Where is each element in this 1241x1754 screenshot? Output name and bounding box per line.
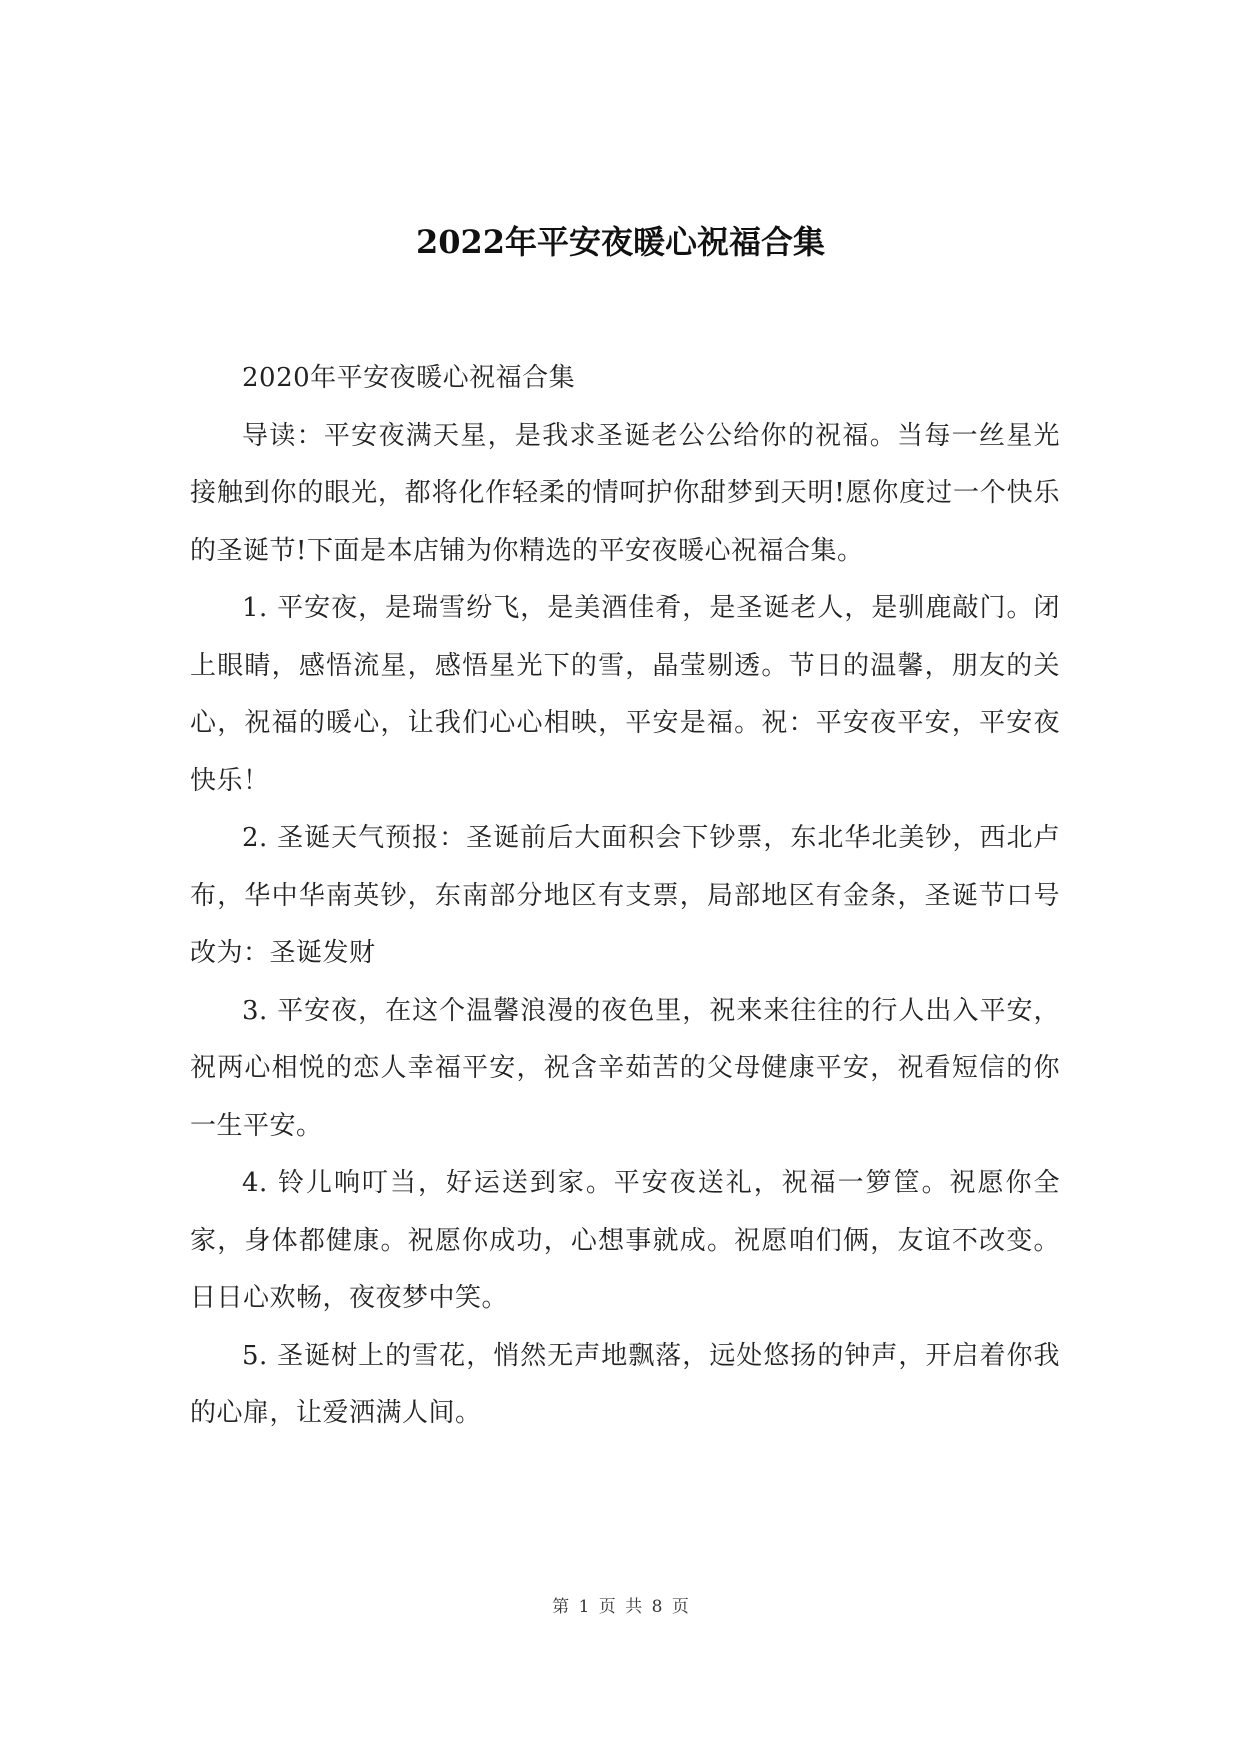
page-number-footer: 第 1 页 共 8 页 xyxy=(552,1597,689,1617)
paragraph-subtitle: 2020年平安夜暖心祝福合集 xyxy=(242,363,576,393)
paragraph-item-3: 3. 平安夜，在这个温馨浪漫的夜色里，祝来来往往的行人出入平安，祝两心相悦的恋人幸福平安，祝含辛茹苦的父母健康平安，祝看短信的你一生平安。 xyxy=(190,995,1060,1141)
paragraph-item-2: 2. 圣诞天气预报：圣诞前后大面积会下钞票，东北华北美钞，西北卢布，华中华南英钞，东南部分地区有支票，局部地区有金条，圣诞节口号改为：圣诞发财 xyxy=(190,823,1060,968)
document-title: 2022年平安夜暖心祝福合集 xyxy=(415,223,826,261)
paragraph-item-5: 5. 圣诞树上的雪花，悄然无声地飘落，远处悠扬的钟声，开启着你我的心扉，让爱洒满人间。 xyxy=(190,1340,1060,1428)
paragraph-intro: 导读：平安夜满天星，是我求圣诞老公公给你的祝福。当每一丝星光接触到你的眼光，都将化作轻柔的情呵护你甜梦到天明!愿你度过一个快乐的圣诞节!下面是本店铺为你精选的平安夜暖心祝福合集。 xyxy=(190,420,1060,566)
paragraph-item-4: 4. 铃儿响叮当，好运送到家。平安夜送礼，祝福一箩筐。祝愿你全家，身体都健康。祝愿你成功，心想事就成。祝愿咱们俩，友谊不改变。日日心欢畅，夜夜梦中笑。 xyxy=(190,1168,1060,1313)
paragraph-item-1: 1. 平安夜，是瑞雪纷飞，是美酒佳肴，是圣诞老人，是驯鹿敲门。闭上眼睛，感悟流星，感悟星光下的雪，晶莹剔透。节日的温馨，朋友的关心，祝福的暖心，让我们心心相映，平安是福。祝：平安夜平安，平安夜快乐！ xyxy=(190,593,1060,796)
document-body xyxy=(190,350,1060,1443)
